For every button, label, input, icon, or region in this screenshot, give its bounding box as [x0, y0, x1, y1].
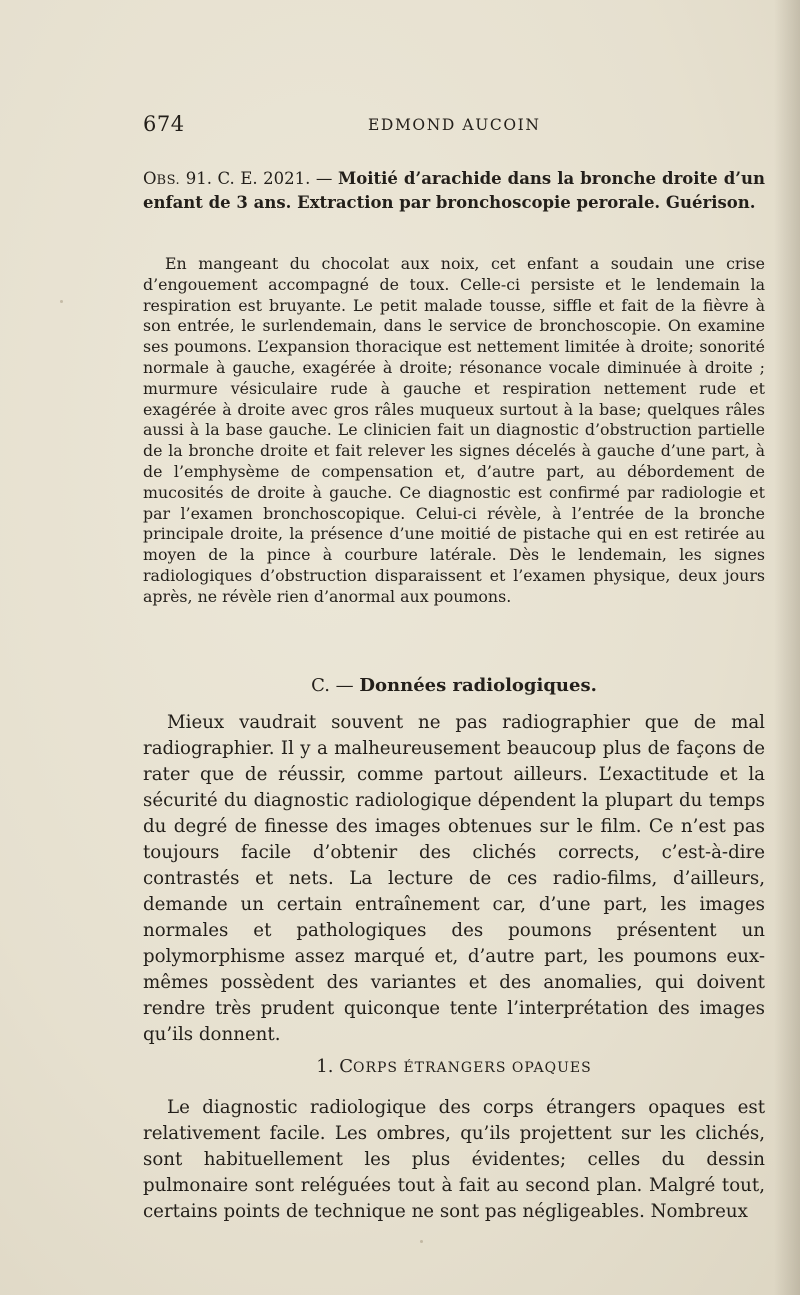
paragraph-text: Le diagnostic radiologique des corps étrangers opaques est relativement facile. Les ombres, qu’ils projettent sur les clichés, sont habituellement les plus évidentes; celles du dessin pulmonaire sont reléguées tout à fait au second plan. Malgré tout, certains points de technique ne sont pas négligeables. Nombreux [143, 1097, 765, 1222]
running-head: EDMOND AUCOIN [368, 116, 541, 134]
paper-speck [60, 300, 63, 303]
section-heading-c [143, 675, 765, 696]
observation-ref: OBS. 91. C. E. 2021. — [143, 169, 338, 188]
section-1-number: 1. [316, 1056, 340, 1077]
section-heading-1 [143, 1056, 765, 1077]
page-header [143, 112, 764, 140]
section-1-initial: C [339, 1056, 353, 1077]
page-edge-shadow [774, 0, 800, 1295]
paper-speck [420, 1240, 423, 1243]
observation-title: Moitié d’arachide dans la bronche droite d’un enfant de 3 ans. Extraction par bronchoscopie perorale. Guérison. [143, 169, 765, 212]
body-paragraph-opaque-bodies [143, 1095, 765, 1225]
section-c-title: Données radiologiques. [359, 675, 597, 696]
observation-paragraph: En mangeant du chocolat aux noix, cet enfant a soudain une crise d’engouement accompagné de toux. Celle-ci persiste et le lendemain la respiration est bruyante. Le petit malade tousse, siffle et fait de la fièvre à son entrée, le surlendemain, dans le service de bronchoscopie. On examine ses poumons. L’expansion thoracique est nettement limitée à droite; sonorité normale à gauche, exagérée à droite; résonance vocale diminuée à droite ; murmure vésiculaire rude à gauche et respiration nettement rude et exagérée à droite avec gros râles muqueux surtout à la base; quelques râles aussi à la base gauche. Le clinicien fait un diagnostic d’obstruction partielle de la bronche droite et fait relever les signes décelés à gauche d’une part, à de l’emphysème de compensation et, d’autre part, au débordement de mucosités de droite à gauche. Ce diagnostic est confirmé par radiologie et par l’examen bronchoscopique. Celui-ci révèle, à l’entrée de la bronche principale droite, la présence d’une moitié de pistache qui en est retirée au moyen de la pince à courbure latérale. Dès le lendemain, les signes radiologiques d’obstruction disparaissent et l’examen physique, deux jours après, ne révèle rien d’anormal aux poumons. [143, 254, 765, 606]
section-c-label: C. — [311, 675, 360, 696]
observation-body [143, 254, 765, 608]
observation-heading [143, 168, 765, 213]
body-paragraph-radiography [143, 710, 765, 1048]
section-1-title: ORPS ÉTRANGERS OPAQUES [352, 1060, 592, 1076]
page-number: 674 [143, 112, 185, 136]
paragraph-text: Mieux vaudrait souvent ne pas radiographier que de mal radiographier. Il y a malheureusement beaucoup plus de façons de rater que de réussir, comme partout ailleurs. L’exactitude et la sécurité du diagnostic radiologique dépendent la plupart du temps du degré de finesse des images obtenues sur le film. Ce n’est pas toujours facile d’obtenir des clichés corrects, c’est-à-dire contrastés et nets. La lecture de ces radio-films, d’ailleurs, demande un certain entraînement car, d’une part, les images normales et pathologiques des poumons présentent un polymorphisme assez marqué et, d’autre part, les poumons eux-mêmes possèdent des variantes et des anomalies, qui doivent rendre très prudent quiconque tente l’interprétation des images qu’ils donnent. [143, 712, 765, 1045]
